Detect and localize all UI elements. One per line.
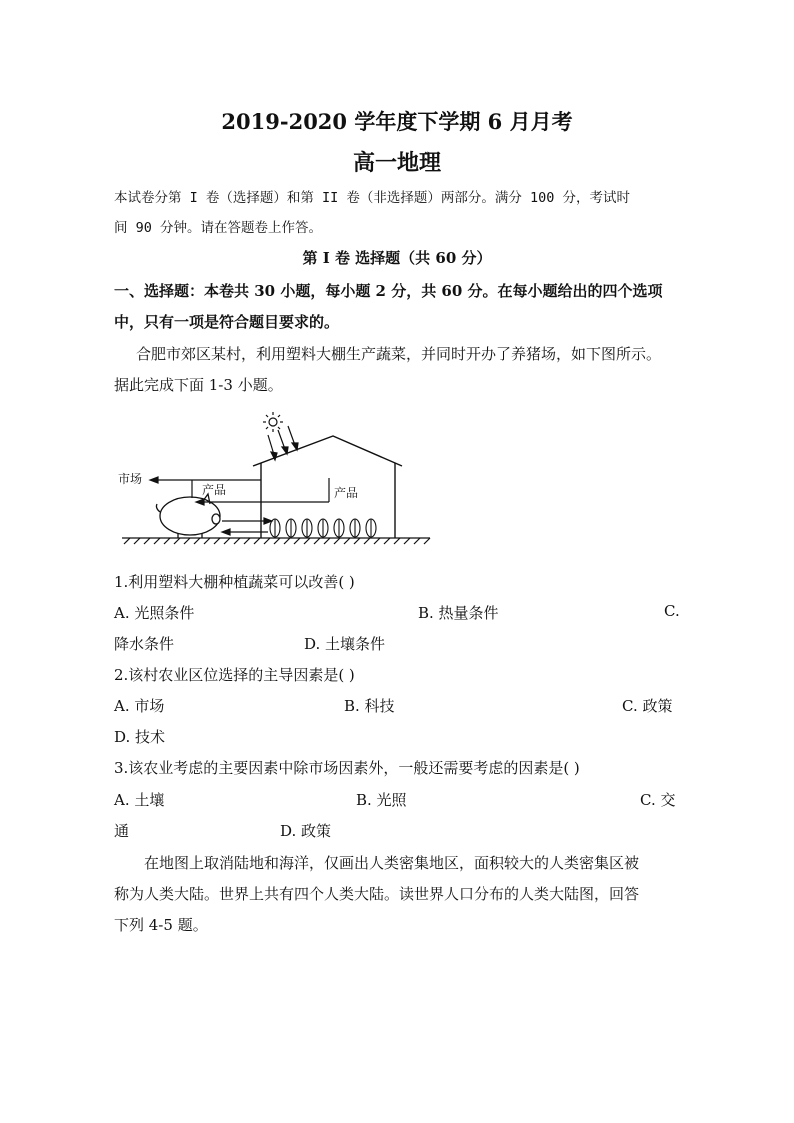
passage-2-line-2: 称为人类大陆。世界上共有四个人类大陆。读世界人口分布的人类大陆图，回答 [114, 885, 640, 903]
question-3-option-b: B. 光照 [356, 791, 407, 809]
question-2-option-b: B. 科技 [344, 697, 395, 715]
question-1-option-c: C. [664, 602, 680, 620]
instructions-line-2: 间 90 分钟。请在答题卷上作答。 [114, 220, 323, 236]
question-3-option-c-text: 通 [114, 822, 130, 840]
exam-subject: 高一地理 [352, 150, 441, 176]
question-3-option-c: C. 交 [640, 791, 676, 809]
vegetable-rows-icon [270, 519, 376, 537]
exam-title: 2019-2020 学年度下学期 6 月月考 [221, 109, 573, 134]
passage-2-line-3: 下列 4-5 题。 [114, 916, 208, 934]
figure-label-product-right: 产品 [334, 486, 359, 500]
passage-2-line-1: 在地图上取消陆地和海洋，仅画出人类密集地区，面积较大的人类密集区被 [144, 854, 640, 872]
section-intro-line-1: 一、选择题：本卷共 30 小题，每小题 2 分，共 60 分。在每小题给出的四个选项 [114, 282, 663, 300]
question-2-option-c: C. 政策 [622, 697, 673, 715]
question-1-option-d: D. 土壤条件 [304, 635, 386, 653]
question-3-stem: 3.该农业考虑的主要因素中除市场因素外，一般还需要考虑的因素是( ) [114, 759, 580, 777]
instructions-line-1: 本试卷分第 I 卷（选择题）和第 II 卷（非选择题）两部分。满分 100 分，考试时 [114, 190, 631, 206]
question-2-stem: 2.该村农业区位选择的主导因素是( ) [114, 666, 355, 684]
greenhouse-pig-farm-figure [110, 408, 440, 553]
pig-icon [156, 494, 220, 538]
section-intro-line-2: 中，只有一项是符合题目要求的。 [114, 313, 340, 331]
question-3-option-d: D. 政策 [280, 822, 332, 840]
section-heading: 第 I 卷 选择题（共 60 分） [302, 249, 492, 267]
question-1-option-b: B. 热量条件 [418, 604, 499, 622]
passage-1-line-2: 据此完成下面 1-3 小题。 [114, 376, 283, 394]
question-1-stem: 1.利用塑料大棚种植蔬菜可以改善( ) [114, 573, 355, 591]
figure-label-market: 市场 [118, 472, 143, 486]
question-1-option-c-text: 降水条件 [114, 635, 175, 653]
figure-label-product-left: 产品 [202, 483, 227, 497]
passage-1-line-1: 合肥市郊区某村，利用塑料大棚生产蔬菜，并同时开办了养猪场，如下图所示。 [136, 345, 662, 363]
question-1-option-a: A. 光照条件 [114, 604, 195, 622]
question-3-option-a: A. 土壤 [114, 791, 165, 809]
sun-icon [263, 412, 283, 432]
question-2-option-d: D. 技术 [114, 728, 166, 746]
question-2-option-a: A. 市场 [114, 697, 165, 715]
ground-line [122, 538, 430, 544]
